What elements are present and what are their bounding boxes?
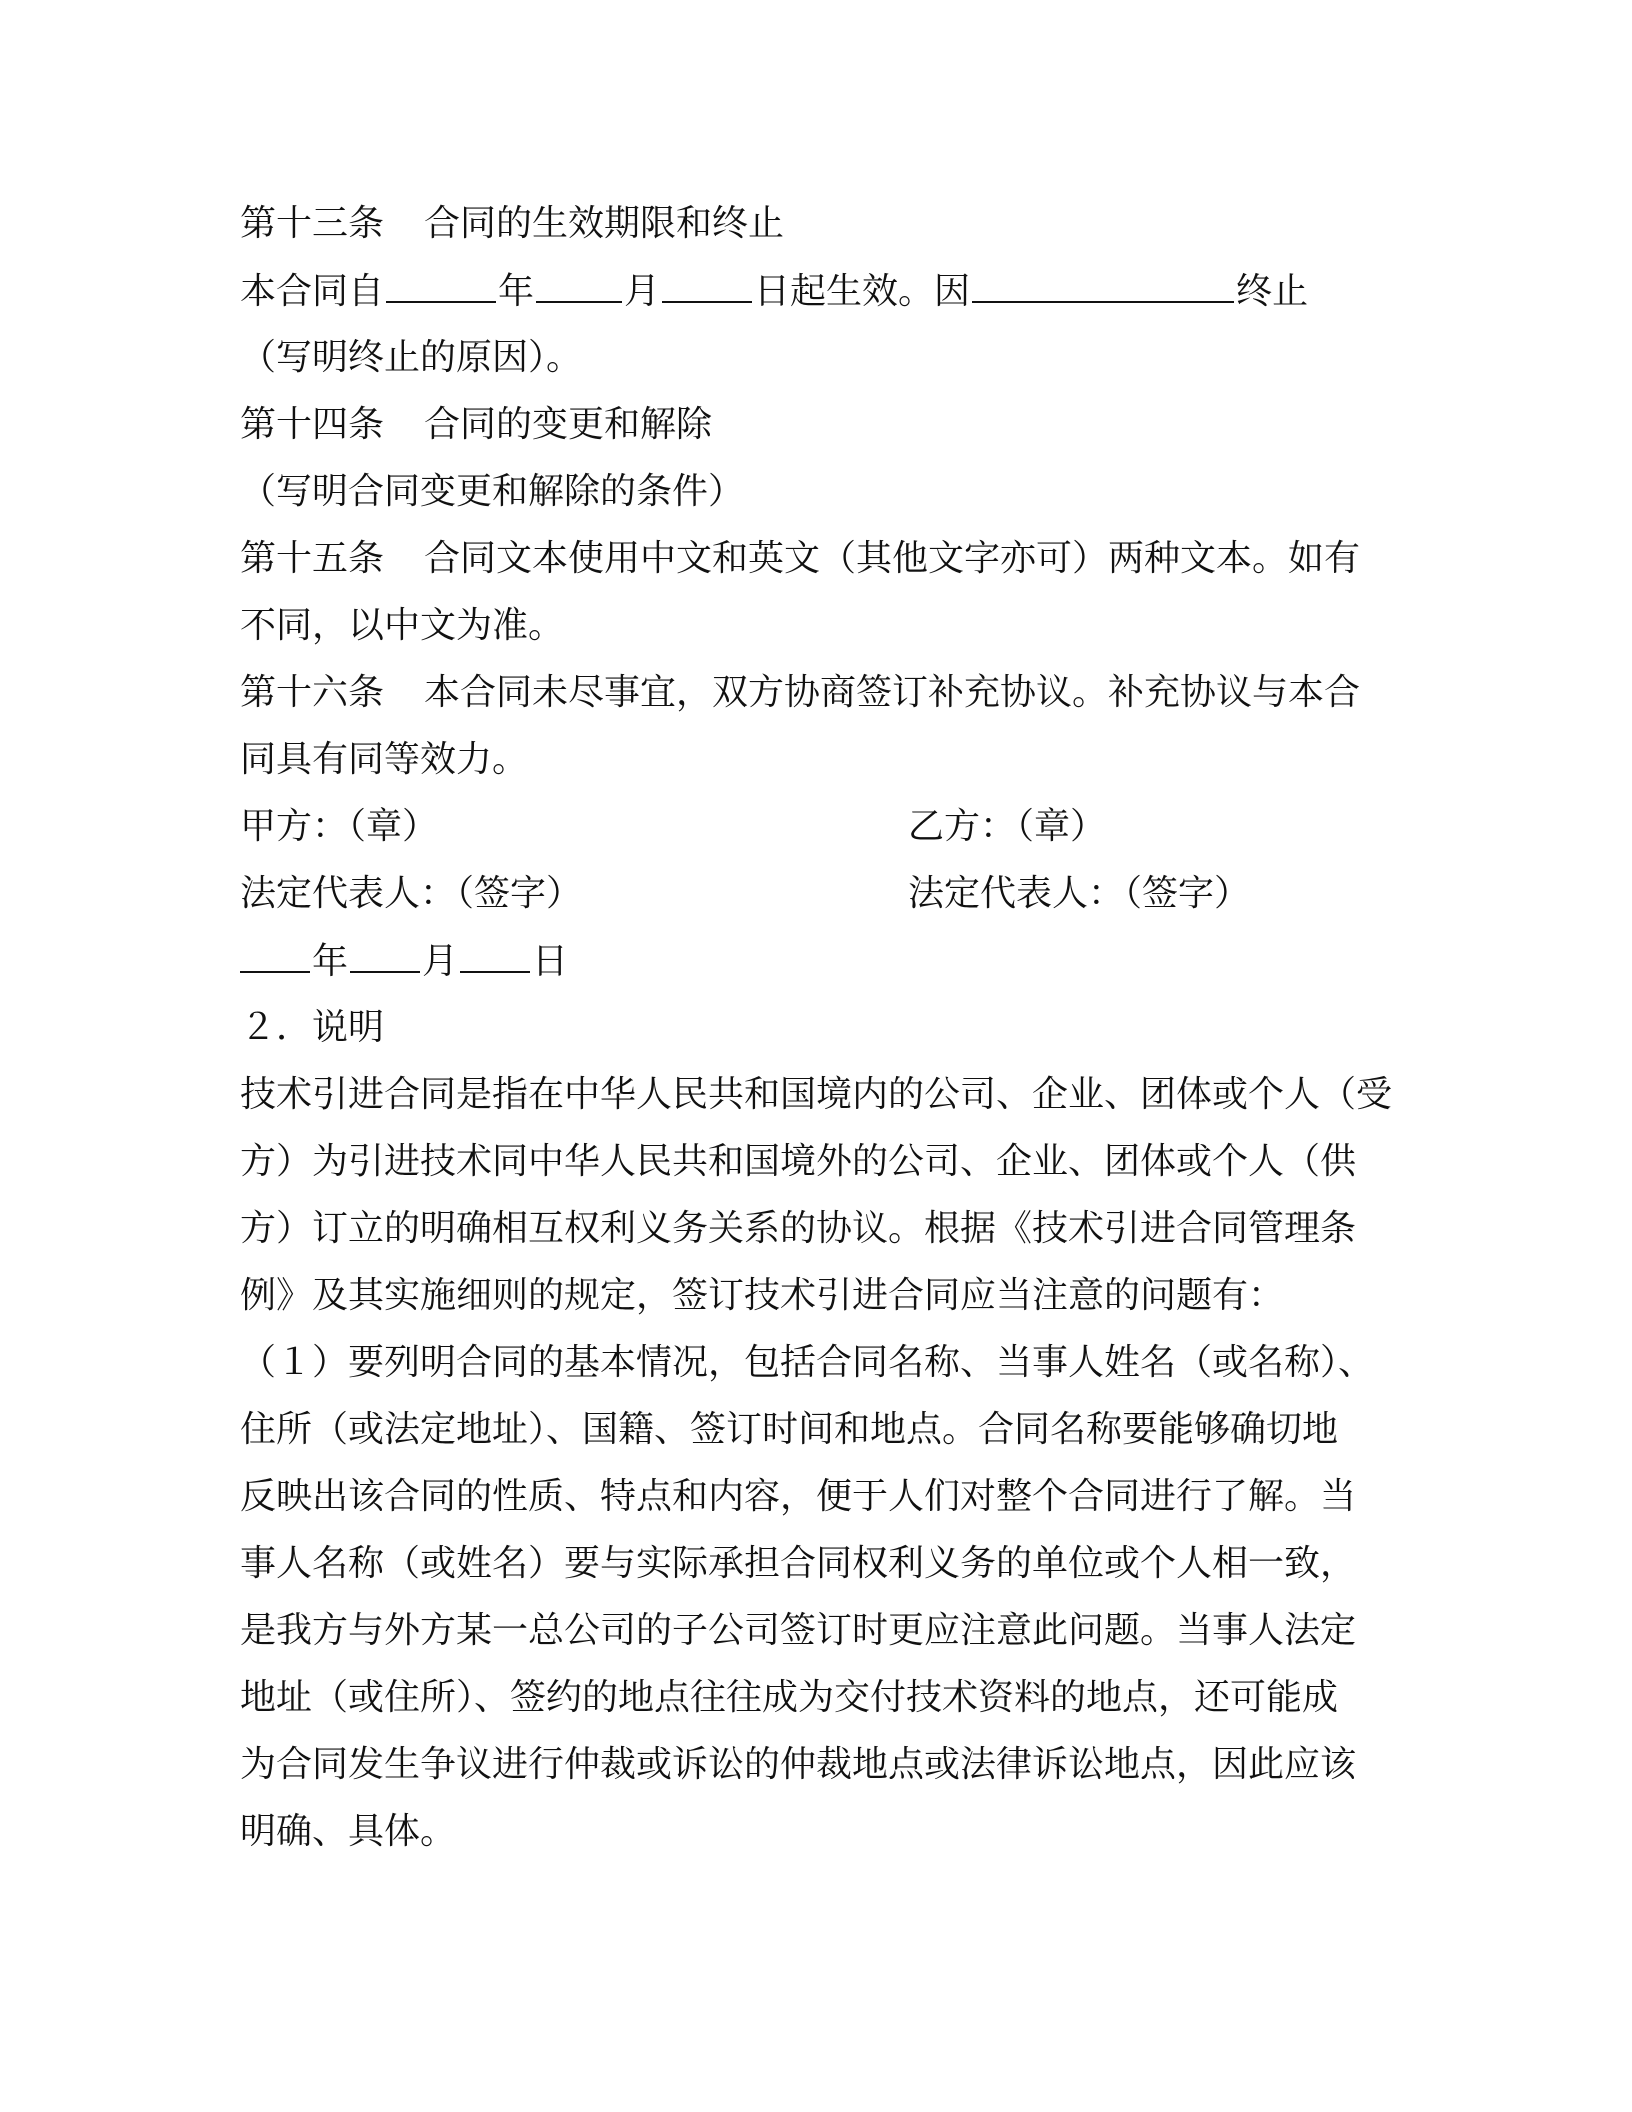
explanation-heading: ２．说明 (240, 1007, 385, 1048)
representative-line (240, 860, 1390, 927)
explanation-line: （１）要列明合同的基本情况，包括合同名称、当事人姓名（或名称）、 (240, 1342, 1375, 1383)
party-a-representative: 法定代表人：（签字） (240, 873, 583, 914)
article16-line2: 同具有同等效力。 (240, 739, 529, 780)
explanation-line: 例》及其实施细则的规定，签订技术引进合同应当注意的问题有： (240, 1275, 1285, 1316)
explanation-line: 地址（或住所）、签约的地点往往成为交付技术资料的地点，还可能成 (240, 1677, 1339, 1718)
explanation-line: 为合同发生争议进行仲裁或诉讼的仲裁地点或法律诉讼地点，因此应该 (240, 1744, 1357, 1785)
year-blank (386, 257, 496, 303)
article-title: 合同的生效期限和终止 (424, 203, 785, 244)
document-page (240, 190, 1393, 1865)
article-number: 第十三条 (240, 203, 385, 244)
article13-heading (240, 190, 1390, 257)
explanation-line: 方）订立的明确相互权利义务关系的协议。根据《技术引进合同管理条 (240, 1208, 1357, 1249)
day-blank (662, 257, 752, 303)
explanation-line: 住所（或法定地址）、国籍、签订时间和地点。合同名称要能够确切地 (240, 1409, 1339, 1450)
article16-line1: 第十六条 本合同未尽事宜，双方协商签订补充协议。补充协议与本合 (240, 672, 1361, 713)
article14-note: （写明合同变更和解除的条件） (240, 471, 745, 512)
explanation-line: 事人名称（或姓名）要与实际承担合同权利义务的单位或个人相一致， (240, 1543, 1357, 1584)
termination-note: （写明终止的原因）。 (240, 337, 583, 378)
explanation-line: 明确、具体。 (240, 1811, 457, 1852)
year-blank (240, 927, 310, 973)
party-seal-line (240, 793, 1390, 860)
party-b-seal: 乙方：（章） (908, 806, 1107, 847)
article-number: 第十六条 (240, 672, 385, 713)
article-number: 第十四条 (240, 404, 385, 445)
explanation-line: 是我方与外方某一总公司的子公司签订时更应注意此问题。当事人法定 (240, 1610, 1357, 1651)
party-a-seal: 甲方：（章） (240, 806, 439, 847)
month-blank (536, 257, 622, 303)
explanation-line: 反映出该合同的性质、特点和内容，便于人们对整个合同进行了解。当 (240, 1476, 1357, 1517)
article15-line2: 不同，以中文为准。 (240, 605, 565, 646)
explanation-line: 方）为引进技术同中华人民共和国境外的公司、企业、团体或个人（供 (240, 1141, 1357, 1182)
explanation-line: 技术引进合同是指在中华人民共和国境内的公司、企业、团体或个人（受 (240, 1074, 1393, 1115)
article14-heading (240, 391, 1390, 458)
article-number: 第十五条 (240, 538, 385, 579)
party-b-representative: 法定代表人：（签字） (908, 873, 1251, 914)
month-blank (350, 927, 420, 973)
signing-date-line: 年 月 日 (240, 927, 1390, 994)
article15-line1: 第十五条 合同文本使用中文和英文（其他文字亦可）两种文本。如有 (240, 538, 1361, 579)
effective-date-line: 本合同自 年 月 日起生效。因 终止 (240, 257, 1390, 324)
reason-blank (972, 257, 1234, 303)
article-title: 合同的变更和解除 (424, 404, 713, 445)
day-blank (460, 927, 530, 973)
